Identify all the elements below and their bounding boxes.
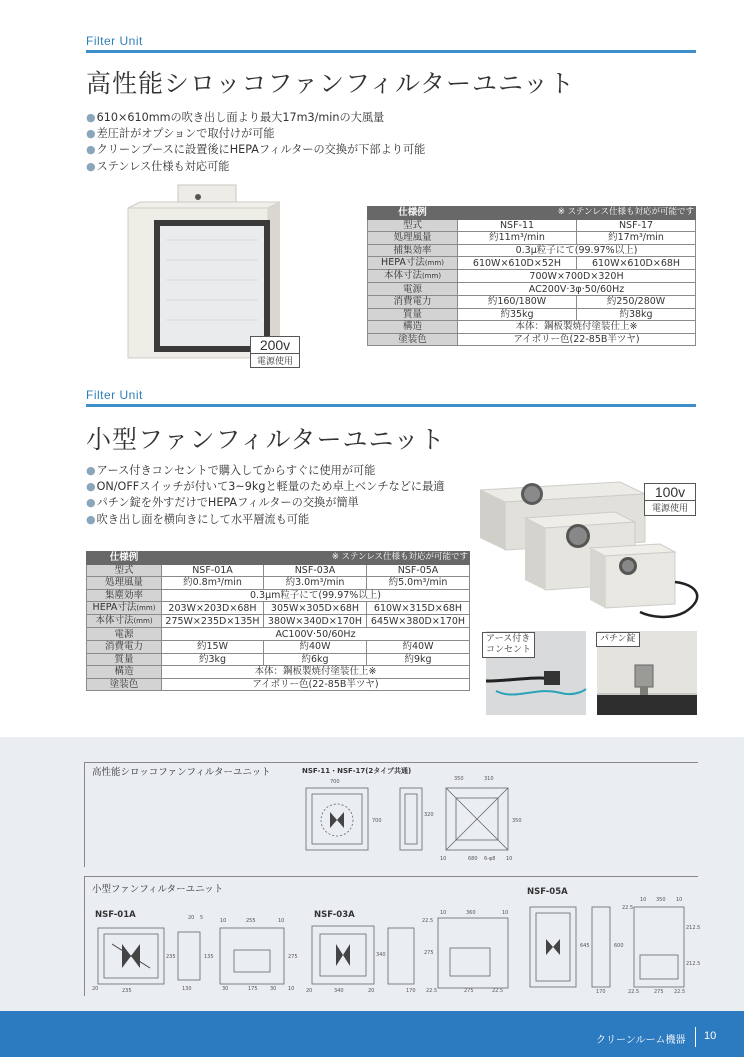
svg-text:10: 10 — [440, 910, 447, 916]
svg-text:20: 20 — [368, 988, 375, 994]
svg-text:10: 10 — [640, 897, 647, 903]
svg-text:645: 645 — [580, 943, 590, 949]
table-row: 集塵効率 0.3μm粒子にて(99.97%以上) — [87, 589, 470, 602]
nsf-drawings — [300, 776, 530, 866]
section1-bullets — [86, 110, 686, 175]
table-row: 消費電力 約160/180W 約250/280W — [368, 295, 696, 308]
section2-title: 小型ファンフィルターユニット — [86, 425, 446, 454]
svg-text:10: 10 — [506, 856, 513, 862]
svg-text:212.5: 212.5 — [686, 961, 701, 967]
voltage-badge-100v — [644, 483, 696, 516]
svg-text:320: 320 — [424, 812, 434, 818]
svg-text:235: 235 — [166, 954, 176, 960]
svg-text:10: 10 — [502, 910, 509, 916]
voltage-sub: 電源使用 — [256, 357, 293, 367]
table-row: 本体寸法(mm) 275W×235D×135H 380W×340D×170H 645W×380D×170H — [87, 615, 470, 628]
bullet-item: ● ON/OFFスイッチが付いて3~9kgと軽量のため卓上ベンチなどに最適 — [86, 479, 486, 495]
svg-text:135: 135 — [204, 954, 214, 960]
svg-text:700: 700 — [372, 818, 382, 824]
svg-text:275: 275 — [288, 954, 298, 960]
footer-divider — [695, 1027, 696, 1047]
svg-text:22.5: 22.5 — [422, 918, 434, 924]
table-row: 質量 約3kg 約6kg 約9kg — [87, 653, 470, 666]
table-row: 型式 NSF-11 NSF-17 — [368, 219, 696, 232]
svg-text:340: 340 — [334, 988, 344, 994]
svg-text:20: 20 — [306, 988, 313, 994]
table-row: 構造 本体：鋼板製焼付塗装仕上※ — [368, 321, 696, 334]
table-row: 電源 AC200V·3φ·50/60Hz — [368, 283, 696, 296]
page-footer — [0, 1011, 744, 1057]
svg-text:360: 360 — [466, 910, 476, 916]
svg-text:20: 20 — [188, 915, 195, 921]
table-row: 電源 AC100V·50/60Hz — [87, 628, 470, 641]
latch-label: パチン錠 — [596, 632, 640, 647]
bullet-item: ● パチン錠を外すだけでHEPAフィルターの交換が簡単 — [86, 495, 486, 511]
model-label-05a: NSF-05A — [527, 887, 568, 897]
svg-text:10: 10 — [220, 918, 227, 924]
spec-table-small — [86, 551, 470, 691]
svg-text:130: 130 — [182, 986, 192, 992]
section2-rule — [86, 404, 696, 407]
svg-text:30: 30 — [270, 986, 277, 992]
section2-bullets — [86, 463, 486, 528]
svg-text:275: 275 — [464, 988, 474, 994]
svg-text:600: 600 — [614, 943, 624, 949]
nsf-03a-drawings — [306, 908, 516, 996]
footer-category: クリーンルーム機器 — [596, 1035, 686, 1046]
model-label-01a: NSF-01A — [95, 910, 136, 920]
model-label-03a: NSF-03A — [314, 910, 355, 920]
svg-text:235: 235 — [122, 988, 132, 994]
table-row: 処理風量 約11m³/min 約17m³/min — [368, 232, 696, 245]
svg-text:30: 30 — [222, 986, 229, 992]
table-header-label: 仕様例 — [368, 207, 458, 220]
svg-text:170: 170 — [406, 988, 416, 994]
nsf-05a-drawings — [524, 893, 701, 995]
table-row: 質量 約35kg 約38kg — [368, 308, 696, 321]
table-row: 消費電力 約15W 約40W 約40W — [87, 640, 470, 653]
voltage-sub: 電源使用 — [651, 504, 688, 514]
section1-rule — [86, 50, 696, 53]
table-row: 型式 NSF-01A NSF-03A NSF-05A — [87, 564, 470, 577]
section1-label: Filter Unit — [86, 34, 143, 48]
svg-text:10: 10 — [288, 986, 295, 992]
section2-label: Filter Unit — [86, 388, 143, 402]
table-row: HEPA寸法(mm) 610W×610D×52H 610W×610D×68H — [368, 257, 696, 270]
outlet-label: アース付き コンセント — [482, 632, 535, 658]
table-row: 塗装色 アイボリー色(22-85B半ツヤ) — [87, 678, 470, 691]
voltage-value: 200v — [251, 337, 299, 354]
table-row: 処理風量 約0.8m³/min 約3.0m³/min 約5.0m³/min — [87, 577, 470, 590]
svg-text:350: 350 — [454, 776, 464, 782]
svg-text:5: 5 — [200, 915, 204, 921]
svg-text:680: 680 — [468, 856, 478, 862]
spec-table-sirocco — [367, 206, 696, 346]
table-row: HEPA寸法(mm) 203W×203D×68H 305W×305D×68H 610W×315D×68H — [87, 602, 470, 615]
diagram-rule-1 — [84, 762, 698, 763]
diagram-rule-2 — [84, 876, 698, 877]
svg-text:20: 20 — [92, 986, 99, 992]
svg-text:6-φ8: 6-φ8 — [484, 856, 496, 862]
model-label-nsf: NSF-11・NSF-17(2タイプ共通) — [302, 767, 412, 775]
diagram-title-sirocco: 高性能シロッコファンフィルターユニット — [92, 767, 271, 778]
svg-text:170: 170 — [596, 989, 606, 995]
svg-text:22.5: 22.5 — [674, 989, 686, 995]
svg-text:22.5: 22.5 — [628, 989, 640, 995]
svg-text:255: 255 — [246, 918, 256, 924]
svg-text:350: 350 — [656, 897, 666, 903]
svg-text:10: 10 — [440, 856, 447, 862]
svg-text:212.5: 212.5 — [686, 925, 701, 931]
voltage-value: 100v — [645, 484, 695, 501]
svg-text:275: 275 — [654, 989, 664, 995]
table-header-row — [87, 552, 470, 565]
table-header-row — [368, 207, 696, 220]
svg-text:310: 310 — [484, 776, 494, 782]
svg-text:275: 275 — [424, 950, 434, 956]
svg-text:175: 175 — [248, 986, 258, 992]
svg-text:700: 700 — [330, 779, 340, 785]
table-header-note: ※ ステンレス仕様も対応が可能です — [458, 207, 696, 220]
table-header-note: ※ ステンレス仕様も対応が可能です — [162, 552, 470, 565]
bullet-item: ● クリーンブースに設置後にHEPAフィルターの交換が下部より可能 — [86, 142, 686, 158]
bullet-item: ● 吹き出し面を横向きにして水平層流も可能 — [86, 512, 486, 528]
section1-title: 高性能シロッコファンフィルターユニット — [86, 69, 576, 98]
table-row: 構造 本体：鋼板製焼付塗装仕上※ — [87, 666, 470, 679]
bullet-item: ● アース付きコンセントで購入してからすぐに使用が可能 — [86, 463, 486, 479]
page-number: 10 — [704, 1030, 717, 1042]
svg-text:10: 10 — [278, 918, 285, 924]
table-row: 塗装色 アイボリー色(22-85B半ツヤ) — [368, 333, 696, 346]
diagram-rule-2-left — [84, 876, 85, 996]
diagram-title-small: 小型ファンフィルターユニット — [92, 884, 224, 895]
diagram-rule-1-left — [84, 762, 85, 867]
svg-text:22.5: 22.5 — [622, 905, 634, 911]
svg-text:350: 350 — [512, 818, 522, 824]
table-row: 本体寸法(mm) 700W×700D×320H — [368, 270, 696, 283]
nsf-01a-drawings — [92, 914, 300, 994]
table-header-label: 仕様例 — [87, 552, 162, 565]
svg-text:22.5: 22.5 — [492, 988, 504, 994]
svg-text:22.5: 22.5 — [426, 988, 438, 994]
svg-text:10: 10 — [676, 897, 683, 903]
bullet-item: ● ステンレス仕様も対応可能 — [86, 159, 686, 175]
table-row: 捕集効率 0.3μ粒子にて(99.97%以上) — [368, 244, 696, 257]
voltage-badge-200v — [250, 336, 300, 368]
bullet-item: ● 差圧計がオプションで取付けが可能 — [86, 126, 686, 142]
svg-text:340: 340 — [376, 952, 386, 958]
bullet-item: ● 610×610mmの吹き出し面より最大17m3/minの大風量 — [86, 110, 686, 126]
